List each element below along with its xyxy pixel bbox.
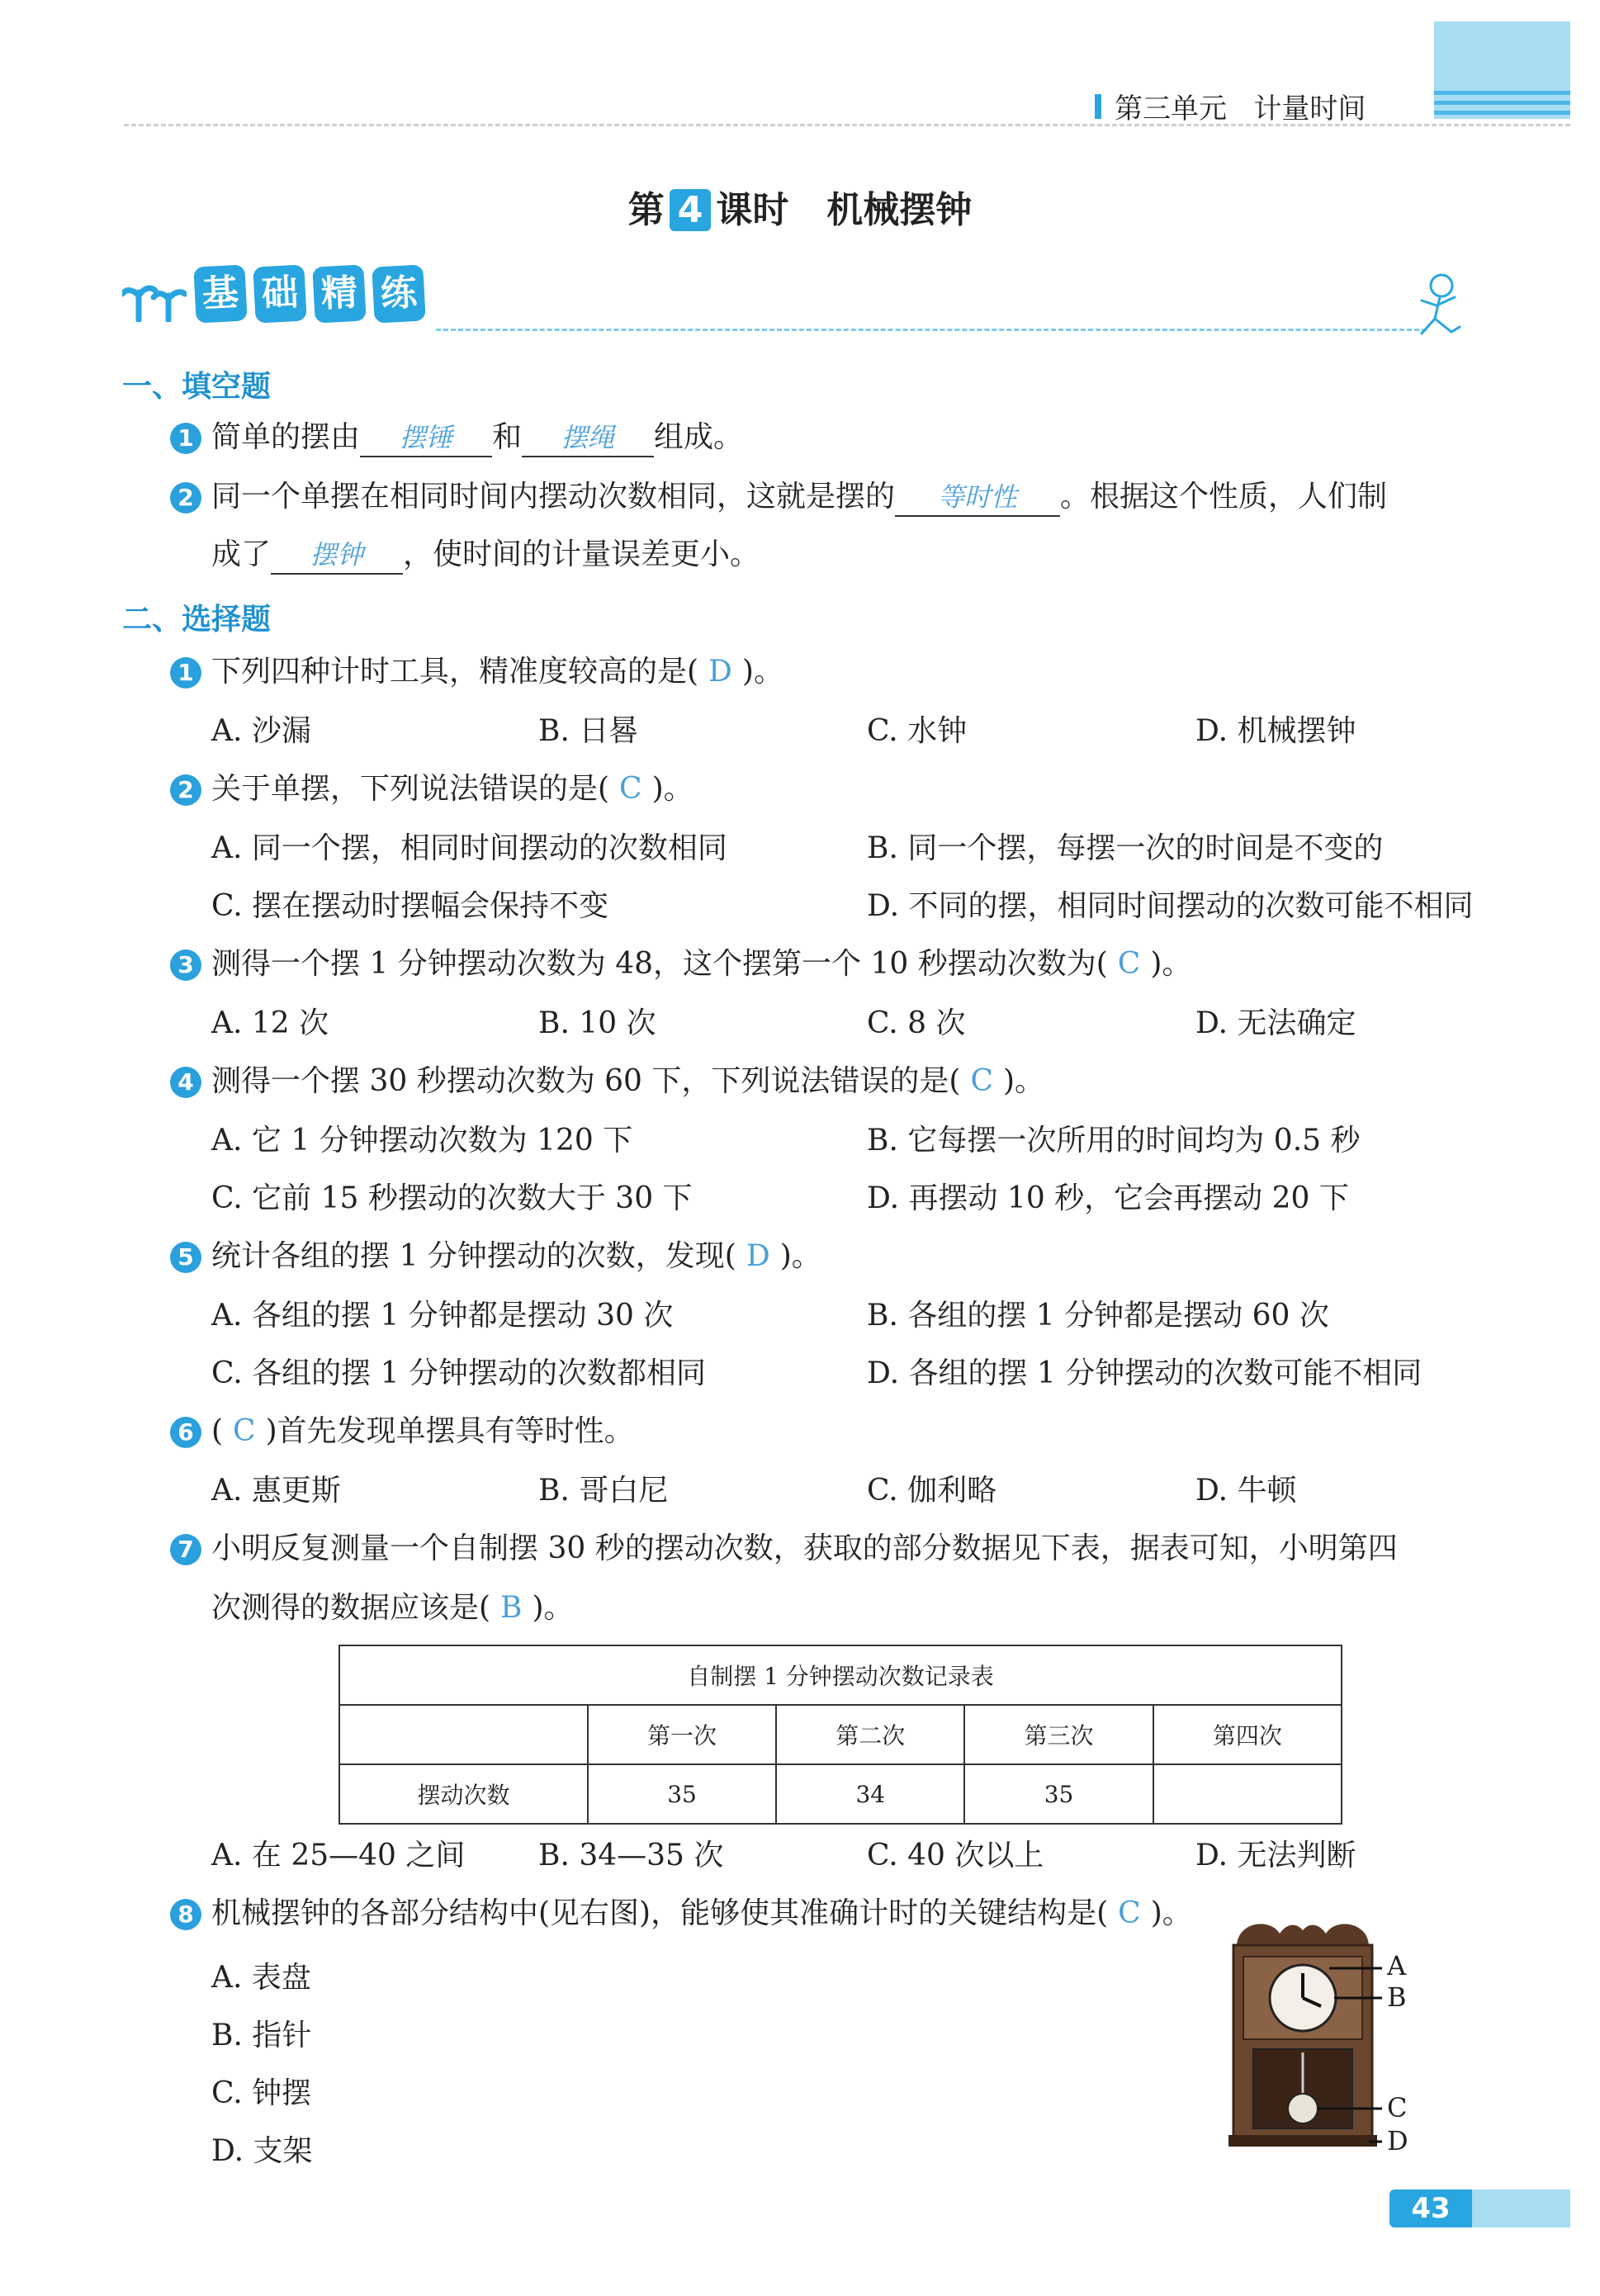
option: D. 无法判断	[1195, 1839, 1356, 1872]
option: A. 沙漏	[211, 714, 311, 748]
choice-question-5: 统计各组的摆 1 分钟摆动的次数，发现( D )。	[211, 1239, 821, 1273]
option: D. 无法确定	[1195, 1006, 1356, 1040]
option: D. 不同的摆，相同时间摆动的次数可能不相同	[867, 889, 1474, 923]
pendulum-clock-illustration	[1220, 1914, 1385, 2153]
sprout-icon	[122, 274, 187, 322]
question-fill-2: 同一个单摆在相同时间内摆动次数相同，这就是摆的 等时性 。根据这个性质，人们制	[211, 479, 1387, 517]
answer-mark: B	[500, 1591, 523, 1625]
page-number: 43	[1389, 2189, 1472, 2227]
question-badge: 2	[170, 774, 201, 806]
table-cell: 34	[776, 1764, 964, 1824]
option: B. 10 次	[538, 1006, 656, 1040]
table-caption: 自制摆 1 分钟摆动次数记录表	[339, 1645, 1342, 1705]
option: A. 同一个摆，相同时间摆动的次数相同	[211, 831, 727, 865]
table-cell	[1153, 1764, 1342, 1824]
clock-label-c: C	[1387, 2092, 1408, 2123]
answer-mark: D	[708, 655, 732, 689]
option: C. 钟摆	[211, 2076, 312, 2110]
option: D. 机械摆钟	[1195, 714, 1356, 748]
question-badge: 8	[170, 1899, 201, 1930]
section-title-char: 础	[253, 264, 306, 323]
answer-blank: 摆绳	[522, 419, 654, 457]
option: B. 指针	[211, 2019, 312, 2052]
table-row-label: 摆动次数	[339, 1764, 588, 1824]
running-kid-icon	[1410, 272, 1468, 343]
table-header-cell	[339, 1705, 588, 1764]
option: C. 摆在摆动时摆幅会保持不变	[211, 889, 609, 923]
choice-question-4: 测得一个摆 30 秒摆动次数为 60 下，下列说法错误的是( C )。	[211, 1064, 1045, 1098]
option: B. 各组的摆 1 分钟都是摆动 60 次	[867, 1299, 1329, 1333]
section-title-char: 练	[372, 264, 425, 323]
question-fill-1: 简单的摆由 摆锤 和 摆绳 组成。	[211, 419, 743, 457]
question-badge: 5	[170, 1242, 201, 1273]
choice-question-8: 机械摆钟的各部分结构中(见右图)，能够使其准确计时的关键结构是( C )。	[211, 1896, 1192, 1930]
table-cell: 35	[964, 1764, 1153, 1824]
option: C. 水钟	[867, 714, 968, 748]
question-badge: 3	[170, 949, 201, 981]
question-badge: 7	[170, 1534, 201, 1565]
option: A. 它 1 分钟摆动次数为 120 下	[211, 1124, 633, 1157]
option: B. 它每摆一次所用的时间均为 0.5 秒	[867, 1124, 1361, 1157]
option: D. 各组的摆 1 分钟摆动的次数可能不相同	[867, 1356, 1422, 1390]
option: D. 再摆动 10 秒，它会再摆动 20 下	[867, 1181, 1349, 1215]
table-header-row	[339, 1705, 1342, 1764]
lesson-title	[0, 180, 1600, 233]
header-topic: 计量时间	[1253, 92, 1366, 125]
header-accent-bar	[1095, 94, 1101, 119]
option: C. 它前 15 秒摆动的次数大于 30 下	[211, 1181, 693, 1215]
option: C. 伽利略	[867, 1474, 997, 1508]
option: C. 40 次以上	[867, 1839, 1044, 1872]
answer-mark: D	[746, 1239, 770, 1273]
choice-question-2: 关于单摆，下列说法错误的是( C )。	[211, 772, 693, 806]
answer-blank: 摆钟	[271, 537, 403, 575]
section-title-char: 基	[193, 264, 247, 323]
answer-blank: 摆锤	[360, 419, 492, 457]
table-header-cell: 第一次	[588, 1705, 776, 1764]
clock-label-b: B	[1387, 1981, 1407, 2013]
header-stripe	[1434, 91, 1570, 95]
option: D. 支架	[211, 2134, 313, 2168]
choice-question-7: 小明反复测量一个自制摆 30 秒的摆动次数，获取的部分数据见下表，据表可知，小明第四	[211, 1531, 1398, 1565]
table-row	[339, 1764, 1342, 1824]
option: A. 惠更斯	[211, 1474, 341, 1508]
header-unit-title	[1115, 86, 1366, 126]
table-cell: 35	[588, 1764, 776, 1824]
table-header-cell: 第三次	[964, 1705, 1153, 1764]
question-badge: 1	[170, 423, 201, 454]
answer-mark: C	[233, 1414, 256, 1448]
table-header-cell: 第四次	[1153, 1705, 1342, 1764]
question-badge: 6	[170, 1417, 201, 1448]
question-badge: 2	[170, 482, 201, 514]
answer-mark: C	[1118, 1896, 1141, 1930]
header-divider	[124, 124, 1570, 126]
header-unit: 第三单元	[1115, 92, 1227, 125]
section-divider	[436, 329, 1427, 331]
answer-blank: 等时性	[895, 479, 1060, 517]
header-stripe	[1434, 111, 1570, 115]
section-heading-choice: 二、选择题	[122, 603, 272, 637]
option: A. 各组的摆 1 分钟都是摆动 30 次	[211, 1299, 674, 1333]
clock-label-a: A	[1387, 1950, 1407, 1981]
header-stripe	[1434, 101, 1570, 105]
option: C. 各组的摆 1 分钟摆动的次数都相同	[211, 1356, 706, 1390]
option: D. 牛顿	[1195, 1474, 1297, 1508]
choice-question-1: 下列四种计时工具，精准度较高的是( D )。	[211, 655, 783, 689]
section-heading-fill-blank: 一、填空题	[122, 370, 272, 404]
answer-mark: C	[619, 772, 642, 806]
option: A. 表盘	[211, 1961, 311, 1995]
option: B. 日晷	[538, 714, 639, 748]
option: A. 12 次	[211, 1006, 329, 1040]
question-badge: 4	[170, 1067, 201, 1098]
clock-label-d: D	[1387, 2125, 1408, 2156]
page-number-tab	[1472, 2189, 1570, 2227]
question-fill-2-cont: 成了 摆钟 ，使时间的计量误差更小。	[211, 537, 760, 575]
option: C. 8 次	[867, 1006, 966, 1040]
answer-mark: C	[970, 1064, 993, 1098]
lesson-mid: 课时	[716, 189, 789, 231]
option: B. 34—35 次	[538, 1839, 724, 1872]
section-title-char: 精	[312, 264, 366, 323]
question-badge: 1	[170, 657, 201, 689]
choice-question-7-cont: 次测得的数据应该是( B )。	[211, 1591, 574, 1625]
lesson-number: 4	[670, 189, 712, 231]
answer-mark: C	[1117, 947, 1141, 981]
option: B. 同一个摆，每摆一次的时间是不变的	[867, 831, 1384, 865]
choice-question-3: 测得一个摆 1 分钟摆动次数为 48，这个摆第一个 10 秒摆动次数为( C )。	[211, 947, 1192, 981]
choice-question-6: ( C )首先发现单摆具有等时性。	[211, 1414, 634, 1448]
option: A. 在 25—40 之间	[211, 1839, 466, 1872]
option: B. 哥白尼	[538, 1474, 669, 1508]
record-table	[338, 1645, 1342, 1825]
lesson-prefix: 第	[627, 189, 665, 231]
lesson-name: 机械摆钟	[826, 189, 973, 231]
table-header-cell: 第二次	[776, 1705, 964, 1764]
